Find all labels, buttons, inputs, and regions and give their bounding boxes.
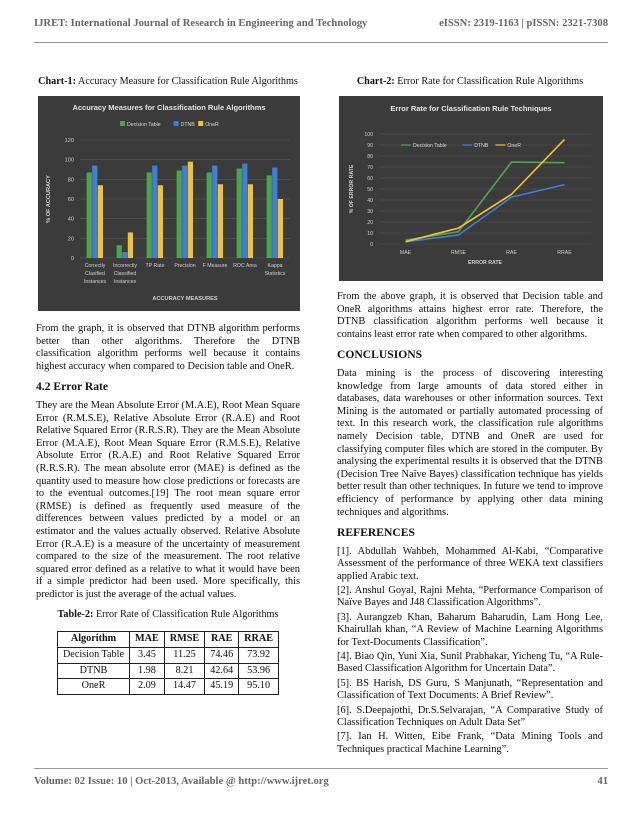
chart1-bar <box>207 172 212 258</box>
chart2-legend-label: OneR <box>507 143 521 149</box>
chart1-legend-swatch <box>198 121 203 126</box>
chart2-title: Error Rate for Classification Rule Techniques <box>390 104 552 113</box>
reference-item: [7]. Ian H. Witten, Eibe Frank, “Data Mining Tools and Techniques practical Machine Learning”. <box>337 731 603 755</box>
chart1-bar <box>218 184 223 258</box>
error-rate-table <box>57 631 279 694</box>
chart1-bar <box>272 168 277 258</box>
chart2-xtick-label: MAE <box>399 250 412 256</box>
footer-volume: Volume: 02 Issue: 10 | Oct-2013, Available @ http://www.ijret.org <box>34 776 329 787</box>
chart1-caption <box>36 76 300 88</box>
table-row <box>57 663 278 679</box>
chart1-ytick-label: 60 <box>67 197 74 203</box>
chart1-bar <box>267 175 272 258</box>
page-header <box>34 8 608 38</box>
chart1-xtick-label: Precision <box>174 263 196 269</box>
chart1-xtick-label: F Measure <box>202 263 228 269</box>
reference-item: [5]. BS Harish, DS Guru, S Manjunath, “Representation and Classification of Text Documents: A Brief Review”. <box>337 677 603 702</box>
table-cell: 2.09 <box>130 679 165 695</box>
table-cell: 14.47 <box>164 679 204 695</box>
table-row <box>57 679 278 695</box>
chart1-legend-label: OneR <box>205 122 219 128</box>
footer-rule <box>34 768 608 769</box>
chart1-ytick-label: 120 <box>64 138 74 144</box>
table-cell: DTNB <box>57 663 129 679</box>
chart1-legend-label: DTNB <box>180 122 195 128</box>
chart1-bar <box>152 166 157 258</box>
chart1-legend-label: Decision Table <box>127 122 161 128</box>
table-cell: 11.25 <box>164 648 204 664</box>
chart1-xtick-label: Incorrectly Classified Instances <box>113 263 137 285</box>
error-rate-paragraph: They are the Mean Absolute Error (M.A.E), Root Mean Square Error (R.M.S.E), Relative Absolute Error (R.A.E) and Root Relative Squared Error (R.R.S.R). They are the Mean Absolute Error (M.A.E), Root Mean Square Error (R.M.S.E), Relative Absolute Error (R.A.E) and Root Relative Squared Error (R.R.S.R). The mean absolute error (MAE) is defined as the quantity used to measure how close predictions or forecasts are to the eventual outcomes.[19] The root mean square error (RMSE) is defined as frequently used measure of the differences between values predicted by a model or an estimator and the values actually observed. Relative Absolute Error (R.A.E) is a measure of the uncertainty of measurement compared to the size of the measurement. The root relative squared error defined as a relative to what it would have been if a simple predictor had been used. More specifically, this predictor is just the average of the actual values. <box>36 399 300 600</box>
references-title: REFERENCES <box>337 526 415 540</box>
chart1-bar <box>212 166 217 258</box>
chart1-bar <box>128 232 133 258</box>
chart1-container <box>38 96 300 311</box>
table-cell: 74.46 <box>205 648 239 664</box>
table-cell: 3.45 <box>130 648 165 664</box>
chart2-ytick-label: 10 <box>367 231 373 237</box>
reference-item: [2]. Anshul Goyal, Rajni Mehta, “Performance Comparison of Naïve Bayes and J48 Classification Algorithms”. <box>337 584 603 609</box>
right-column <box>337 76 603 758</box>
chart1-svg <box>38 96 300 311</box>
chart2-ytick-label: 60 <box>367 176 373 182</box>
chart2-ytick-label: 30 <box>367 209 373 215</box>
chart1-bar <box>237 169 242 258</box>
table-header-cell: RMSE <box>164 632 204 648</box>
table-cell: 53.96 <box>239 663 279 679</box>
chart1-xtick-label: TP Rate <box>145 263 165 269</box>
table-row <box>57 648 278 664</box>
chart1-xtick-label: ROC Area <box>233 263 257 269</box>
chart2-ytick-label: 70 <box>367 165 373 171</box>
chart2-container <box>339 96 603 281</box>
chart2-discussion: From the above graph, it is observed that Decision table and OneR algorithms attains highest error rate. Therefore, the DTNB classification algorithm performs well because it contains least error rate when compared to other algorithms. <box>337 291 603 340</box>
table-header-cell: Algorithm <box>57 632 129 648</box>
chart2-caption-text: Error Rate for Classification Rule Algorithms <box>397 76 584 87</box>
chart2-legend-label: DTNB <box>474 143 489 149</box>
table-cell: OneR <box>57 679 129 695</box>
chart1-ylabel: % OF ACCURACY <box>46 175 52 223</box>
table-cell: 95.10 <box>239 679 279 695</box>
chart2-ytick-label: 80 <box>367 154 373 160</box>
table-header-cell: MAE <box>130 632 165 648</box>
conclusions-paragraph: Data mining is the process of discovering interesting knowledge from large amounts of data stored either in databases, data warehouses or other information sources. Text Mining is the automated or partially automated processing of text. In this research work, the classification rule algorithms namely Decision table, DTNB and OneR are used for classifying computer files which are stored in the computer. By analysing the experimental results it is observed that the DTNB (Decision Tree Naïve Bayes) classification technique has yields better result than other techniques. In future we tend to improve efficiency of performance by applying other data mining techniques and algorithms. <box>337 367 603 518</box>
chart1-ytick-label: 0 <box>70 256 74 262</box>
chart2-ytick-label: 20 <box>367 220 373 226</box>
chart2-ylabel: % OF ERROR RATE <box>349 164 355 214</box>
chart1-caption-text: Accuracy Measure for Classification Rule Algorithms <box>78 76 298 87</box>
table2-caption-label: Table-2: <box>57 609 94 621</box>
chart1-bar <box>87 172 92 258</box>
table-cell: 8.21 <box>164 663 204 679</box>
chart1-bar <box>248 184 253 258</box>
chart2-xtick-label: RRAE <box>557 250 572 256</box>
chart1-bar <box>117 245 122 258</box>
chart1-ytick-label: 20 <box>67 236 74 243</box>
chart2-series-line <box>406 162 565 240</box>
chart1-bar <box>92 166 97 258</box>
chart2-ytick-label: 50 <box>367 187 373 193</box>
issn: eISSN: 2319-1163 | pISSN: 2321-7308 <box>439 17 608 29</box>
table-cell: Decision Table <box>57 648 129 664</box>
chart2-caption-label: Chart-2: <box>356 76 395 87</box>
table-cell: 42.64 <box>205 663 239 679</box>
chart1-bar <box>177 170 182 258</box>
chart1-bar <box>122 252 127 258</box>
reference-item: [1]. Abdullah Wahbeh, Mohammed Al-Kabi, “Comparative Assessment of the performance of three WEKA text classifiers applied Arabic text. <box>337 545 603 582</box>
chart1-xtick-label: Correctly Clasified Instances <box>83 263 107 285</box>
table-cell: 73.92 <box>239 648 279 664</box>
chart1-legend-swatch <box>174 121 179 126</box>
header-rule <box>34 42 608 43</box>
conclusions-title: CONCLUSIONS <box>337 348 423 362</box>
chart2-xtick-label: RMSE <box>451 250 466 256</box>
table-header-row <box>57 632 278 648</box>
table-cell: 1.98 <box>130 663 165 679</box>
chart1-bar <box>147 172 152 258</box>
reference-item: [4]. Biao Qin, Yuni Xia, Sunil Prabhakar, Yicheng Tu, “A Rule-Based Classification Algorithm for Uncertain Data”. <box>337 650 603 675</box>
chart1-discussion: From the graph, it is observed that DTNB algorithm performs better than other algorithms. Therefore the DTNB classification algorithm performs well because it contains highest accuracy when compared to Decision table and OneR. <box>36 323 300 372</box>
chart2-svg <box>339 96 603 281</box>
chart1-caption-label: Chart-1: <box>38 76 77 87</box>
references-list <box>337 546 603 757</box>
table2-caption-text: Error Rate of Classification Rule Algorithms <box>95 609 279 621</box>
chart1-xtick-label: Kappa Statistics <box>264 263 286 277</box>
table2-caption <box>36 609 300 621</box>
chart2-ytick-label: 40 <box>367 198 373 204</box>
chart1-bar <box>242 164 247 258</box>
chart2-ytick-label: 90 <box>367 143 373 149</box>
chart1-bar <box>158 185 163 258</box>
reference-item: [3]. Aurangzeb Khan, Baharum Baharudin, Lam Hong Lee, Khairullah khan, “A Review of Machine Learning Algorithms for Text-Documents Classification”. <box>337 611 603 648</box>
reference-item: [6]. S.Deepajothi, Dr.S.Selvarajan, “A Comparative Study of Classification Techniques on Adult Data Set” <box>337 704 603 728</box>
chart1-ytick-label: 40 <box>67 216 74 223</box>
table-header-cell: RRAE <box>239 632 279 648</box>
chart2-xlabel: ERROR RATE <box>468 260 502 266</box>
page-number: 41 <box>597 776 608 787</box>
page-footer <box>34 776 608 787</box>
chart1-bar <box>98 185 103 258</box>
chart1-legend-swatch <box>120 121 125 126</box>
chart2-legend-label: Decision Table <box>413 143 447 149</box>
chart1-ytick-label: 80 <box>67 177 74 184</box>
journal-name: IJRET: International Journal of Research in Engineering and Technology <box>34 17 368 29</box>
chart1-xlabel: ACCURACY MEASURES <box>152 296 218 302</box>
chart2-xtick-label: RAE <box>506 250 517 256</box>
chart2-ytick-label: 0 <box>370 242 373 248</box>
chart2-caption <box>337 76 603 88</box>
left-column <box>36 76 300 695</box>
chart1-ytick-label: 100 <box>64 157 74 164</box>
table-cell: 45.19 <box>205 679 239 695</box>
table-header-cell: RAE <box>205 632 239 648</box>
chart1-title: Accuracy Measures for Classification Rule Algorithms <box>72 103 266 112</box>
chart1-bar <box>188 162 193 258</box>
chart1-bar <box>278 199 283 258</box>
chart1-bar <box>182 166 187 258</box>
chart2-ytick-label: 100 <box>364 132 373 138</box>
section-error-rate-title: 4.2 Error Rate <box>36 380 109 394</box>
